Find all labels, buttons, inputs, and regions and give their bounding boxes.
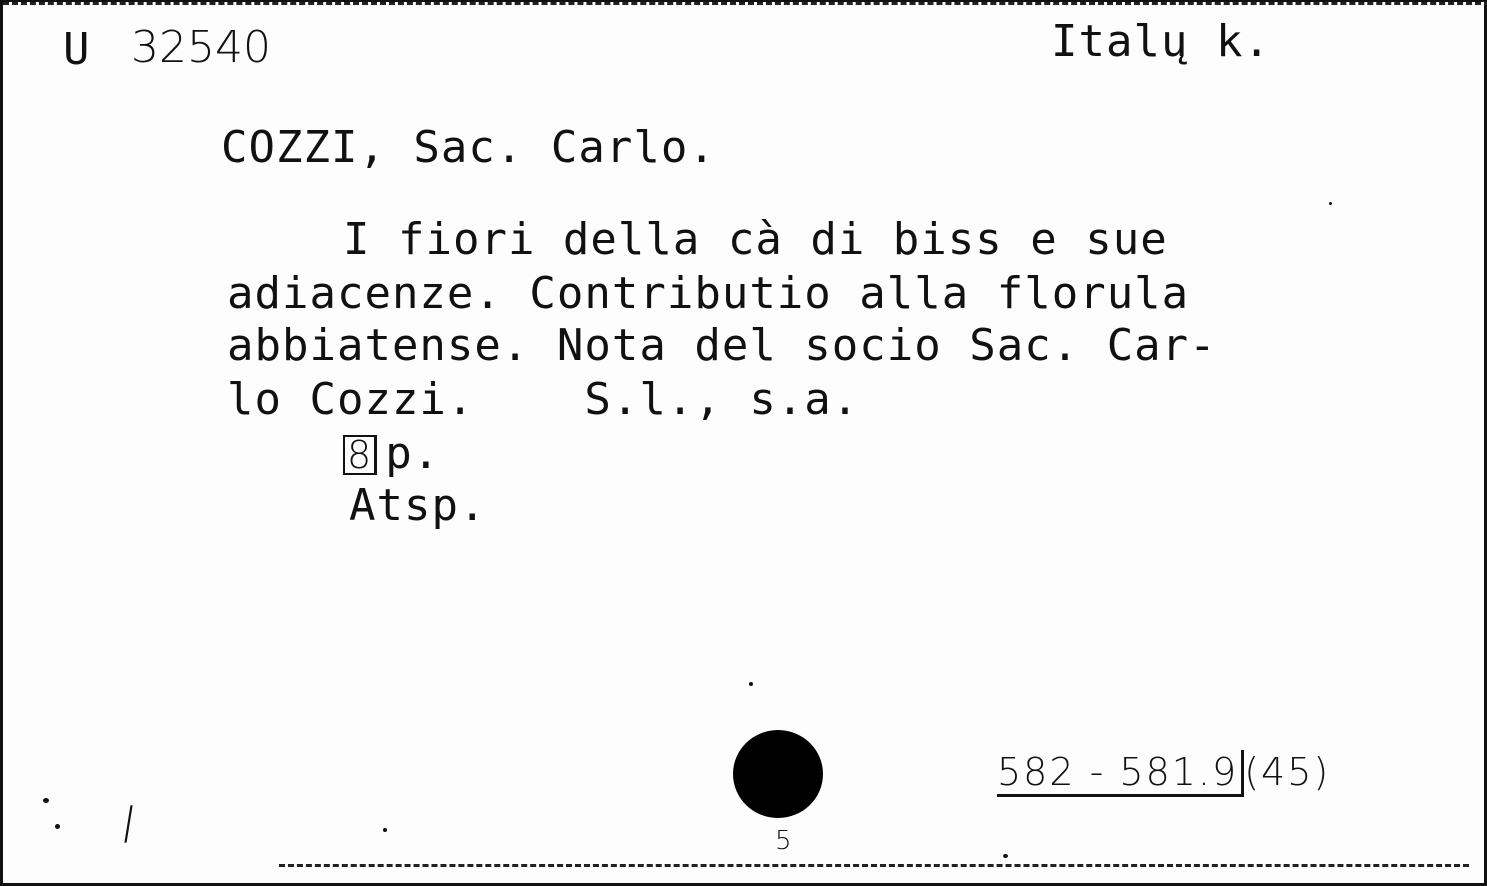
ink-speck	[43, 798, 49, 803]
title-line-1: I fiori della cà di biss e sue	[343, 214, 1168, 265]
top-edge	[3, 2, 1487, 5]
small-handwritten-mark: 5	[775, 826, 792, 856]
language-label: Italų k.	[1051, 16, 1271, 67]
ink-speck	[383, 828, 387, 832]
bottom-dashed-rule	[279, 864, 1469, 867]
author-heading: COZZI, Sac. Carlo.	[221, 122, 716, 173]
ink-speck	[1003, 854, 1008, 858]
punch-hole	[733, 730, 823, 818]
title-line-3: abbiatense. Nota del socio Sac. Car-	[227, 320, 1217, 371]
title-line-2: adiacenze. Contributio alla florula	[227, 268, 1190, 319]
pagination	[343, 428, 440, 479]
check-mark: /	[117, 797, 140, 850]
call-number-prefix: U	[63, 24, 91, 75]
ink-speck	[55, 824, 60, 829]
title-line-4: lo Cozzi. S.l., s.a.	[227, 374, 860, 425]
ink-speck	[1329, 202, 1332, 205]
classmark	[997, 750, 1330, 797]
classmark-suffix: (45)	[1244, 750, 1331, 794]
note: Atsp.	[349, 480, 487, 531]
pages-bracket: 8	[343, 435, 377, 475]
ink-speck	[749, 682, 753, 686]
call-number: 32540	[131, 22, 271, 73]
classmark-main: 582 - 581.9	[997, 750, 1244, 797]
pages-suffix: p.	[385, 428, 441, 479]
